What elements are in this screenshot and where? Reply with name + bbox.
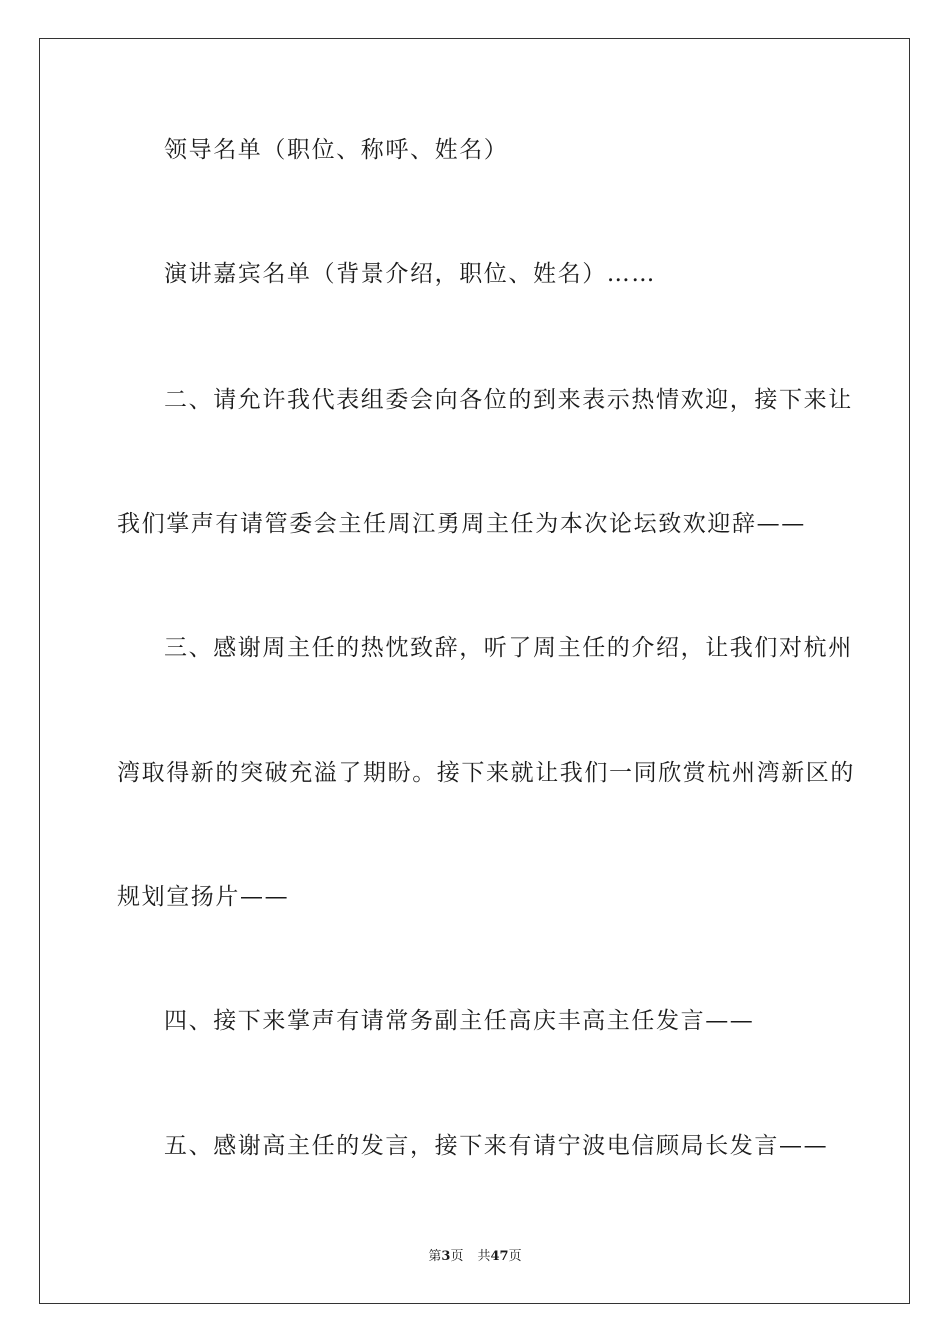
current-page-number: 3 — [441, 1249, 451, 1264]
page-footer — [0, 1248, 950, 1266]
page-border — [39, 38, 910, 1304]
paragraph-two-line-2: 我们掌声有请管委会主任周江勇周主任为本次论坛致欢迎辞—— — [117, 511, 806, 537]
page-prefix: 第 — [428, 1249, 442, 1264]
paragraph-three-line-1: 三、感谢周主任的热忱致辞，听了周主任的介绍，让我们对杭州 — [164, 635, 853, 661]
total-prefix: 共 — [477, 1249, 491, 1264]
paragraph-five-line: 五、感谢高主任的发言，接下来有请宁波电信顾局长发言—— — [164, 1133, 829, 1159]
paragraph-three-line-2: 湾取得新的突破充溢了期盼。接下来就让我们一同欣赏杭州湾新区的 — [117, 760, 855, 786]
paragraph-two-line-1: 二、请允许我代表组委会向各位的到来表示热情欢迎，接下来让 — [164, 387, 853, 413]
total-suffix: 页 — [508, 1249, 522, 1264]
leader-list-line: 领导名单（职位、称呼、姓名） — [164, 137, 509, 163]
speaker-list-line: 演讲嘉宾名单（背景介绍，职位、姓名）…… — [164, 261, 656, 287]
total-page-number: 47 — [490, 1249, 509, 1264]
page-suffix: 页 — [450, 1249, 464, 1264]
paragraph-three-line-3: 规划宣扬片—— — [117, 884, 290, 910]
paragraph-four-line: 四、接下来掌声有请常务副主任高庆丰高主任发言—— — [164, 1008, 755, 1034]
